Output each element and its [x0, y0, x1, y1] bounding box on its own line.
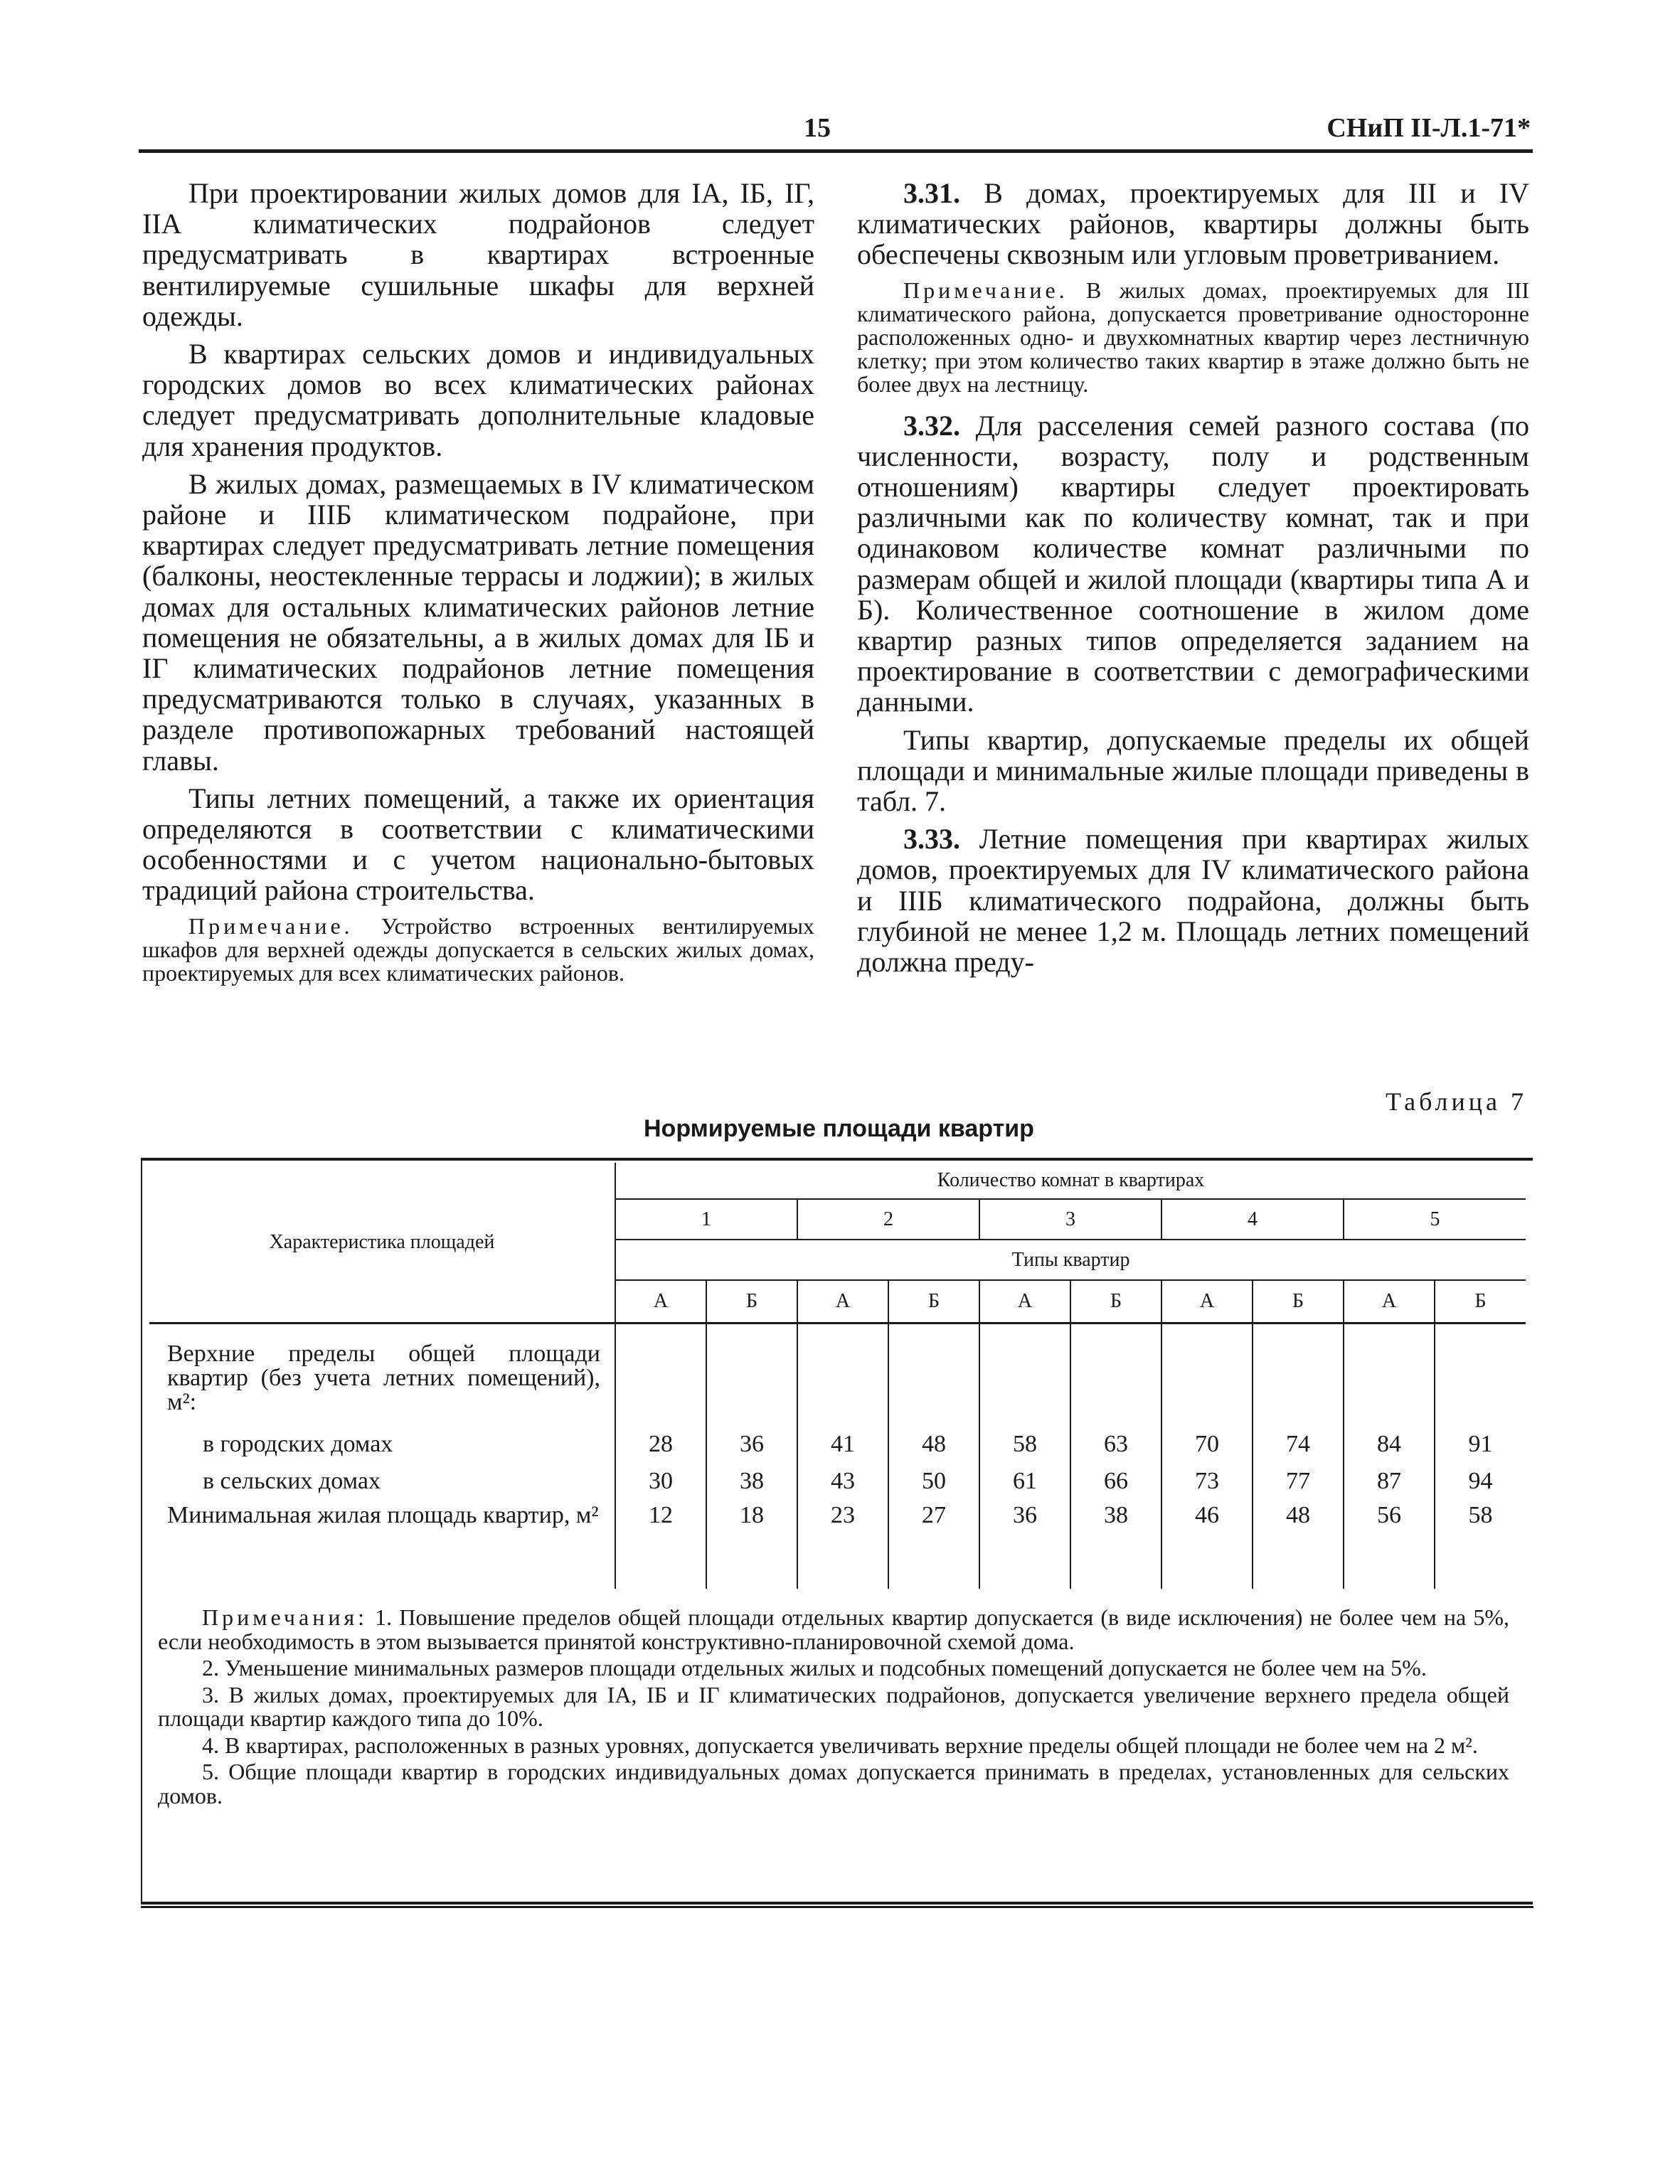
table-cell: 58	[1435, 1503, 1526, 1589]
table-cell: 70	[1161, 1432, 1253, 1469]
header-characteristic: Характеристика площадей	[149, 1163, 615, 1323]
table-cell: 63	[1070, 1432, 1161, 1469]
table-cell: 66	[1070, 1469, 1161, 1503]
room-count: 4	[1161, 1199, 1344, 1240]
section-number: 3.33.	[903, 823, 960, 856]
table-cell: 36	[979, 1503, 1070, 1589]
table-row	[149, 1432, 1526, 1469]
table-row	[149, 1503, 1526, 1589]
right-column	[857, 178, 1529, 984]
section-3-31	[857, 178, 1529, 270]
paragraph: При проектировании жилых домов для IA, IБ, IГ, IIА климатических подрайонов следует предусматривать в квартирах встроенные вентилируемые сушильные шкафы для верхней одежды.	[142, 177, 814, 332]
table-cell: 48	[1253, 1503, 1344, 1589]
type-cell: А	[615, 1280, 706, 1323]
section-number: 3.32.	[903, 409, 960, 442]
table-cell: 73	[1161, 1469, 1253, 1503]
note-text: Устройство встроенных вентилируемых шкафов для верхней одежды допускается в сельских жилых домах, проектируемых для всех климатических районов.	[142, 912, 815, 986]
type-cell: А	[797, 1280, 888, 1323]
note-item	[158, 1606, 1509, 1653]
table-cell: 56	[1344, 1503, 1435, 1589]
note-text: 1. Повышение пределов общей площади отдельных квартир допускается (в виде исключения) не более чем на 5%, если необходимость в этом вызывается принятой конструктивно-планировочной схемой дома.	[158, 1604, 1510, 1654]
note-label: Примечание.	[903, 277, 1068, 303]
type-cell: А	[1161, 1280, 1253, 1323]
room-count: 3	[979, 1199, 1161, 1240]
row-label: в сельских домах	[149, 1469, 615, 1503]
table-cell: 84	[1344, 1432, 1435, 1469]
table-row	[149, 1469, 1526, 1503]
bottom-rule	[141, 1906, 1533, 1908]
table-cell: 58	[979, 1432, 1070, 1469]
table-cell: 77	[1253, 1469, 1344, 1503]
table-cell: 23	[797, 1503, 888, 1589]
table-cell: 38	[706, 1469, 797, 1503]
table-cell: 48	[888, 1432, 979, 1469]
type-cell: Б	[888, 1280, 979, 1323]
row-group-label: Верхние пределы общей площади квартир (без учета летних помещений), м²:	[149, 1323, 615, 1433]
left-column	[142, 178, 814, 999]
paragraph: В жилых домах, размещаемых в IV климатическом районе и IIIБ климатическом подрайоне, при квартирах следует предусматривать летние помещения (балконы, неостекленные террасы и лоджии); в жилых домах для остальных климатических районов летние помещения не обязательны, а в жилых домах для IБ и IГ климатических подрайонов летние помещения предусматриваются только в случаях, указанных в разделе противопожарных требований настоящей главы.	[142, 467, 814, 777]
table-cell: 46	[1161, 1503, 1253, 1589]
table-cell: 50	[888, 1469, 979, 1503]
room-count: 5	[1344, 1199, 1526, 1240]
note-item: 5. Общие площади квартир в городских индивидуальных домах допускается принимать в пределах, установленных для сельских домов.	[158, 1759, 1509, 1809]
paragraph: В квартирах сельских домов и индивидуальных городских домов во всех климатических районах следует предусматривать дополнительные кладовые для хранения продуктов.	[142, 338, 814, 462]
table-cell: 94	[1435, 1469, 1526, 1503]
table-cell: 36	[706, 1432, 797, 1469]
note	[142, 912, 815, 986]
table-label: Таблица 7	[1386, 1087, 1527, 1116]
areas-table	[149, 1163, 1526, 1589]
paragraph: Типы квартир, допускаемые пределы их общей площади и минимальные жилые площади приведены в табл. 7.	[857, 723, 1529, 818]
room-count: 1	[615, 1199, 797, 1240]
table-cell: 28	[615, 1432, 706, 1469]
paragraph: Типы летних помещений, а также их ориентация определяются в соответствии с климатическими особенностями и с учетом национально-бытовых традиций района строительства.	[142, 782, 814, 907]
section-text: Летние помещения при квартирах жилых домов, проектируемых для IV климатического района и IIIБ климатического подрайона, должны быть глубиной не менее 1,2 м. Площадь летних помещений должна преду-	[857, 823, 1529, 979]
row-label: в городских домах	[149, 1432, 615, 1469]
note-item: 4. В квартирах, расположенных в разных уровнях, допускается увеличивать верхние пределы общей площади не более чем на 2 м².	[202, 1732, 1478, 1758]
table-cell: 74	[1253, 1432, 1344, 1469]
table-row	[149, 1323, 1526, 1433]
note-item: 2. Уменьшение минимальных размеров площади отдельных жилых и подсобных помещений допускается не более чем на 5%.	[202, 1655, 1427, 1680]
table-cell: 41	[797, 1432, 888, 1469]
section-number: 3.31.	[903, 177, 960, 209]
page-number: 15	[804, 113, 831, 143]
header-types: Типы квартир	[615, 1240, 1526, 1280]
note-label: Примечание.	[188, 912, 353, 939]
table-cell: 87	[1344, 1469, 1435, 1503]
type-cell: Б	[706, 1280, 797, 1323]
type-cell: А	[979, 1280, 1070, 1323]
type-cell: Б	[1070, 1280, 1161, 1323]
table-cell: 12	[615, 1503, 706, 1589]
table-cell: 91	[1435, 1432, 1526, 1469]
type-cell: Б	[1435, 1280, 1526, 1323]
table-cell: 38	[1070, 1503, 1161, 1589]
table-notes	[158, 1606, 1509, 1811]
section-text: Для расселения семей разного состава (по численности, возрасту, полу и родственным отношениям) квартиры следует проектировать различными как по количеству комнат, так и при одинаковом количестве комнат различными по размерам общей и жилой площади (квартиры типа А и Б). Количественное соотношение в жилом доме квартир разных типов определяется заданием на проектирование в соответствии с демографическими данными.	[857, 409, 1529, 718]
table-title: Нормируемые площади квартир	[644, 1115, 1034, 1142]
note-item: 3. В жилых домах, проектируемых для IA, IБ и IГ климатических подрайонов, допускается увеличение верхнего предела общей площади квартир каждого типа до 10%.	[158, 1681, 1509, 1731]
type-cell: Б	[1253, 1280, 1344, 1323]
section-3-33	[857, 824, 1529, 977]
note-text: В жилых домах, проектируемых для III климатического района, допускается проветривание односторонне расположенных одно- и двухкомнатных квартир через лестничную клетку; при этом количество таких квартир в этаже должно быть не более двух на лестницу.	[857, 277, 1530, 397]
document-code: СНиП II-Л.1-71*	[1327, 113, 1531, 143]
section-text: В домах, проектируемых для III и IV климатических районов, квартиры должны быть обеспечены сквозным или угловым проветриванием.	[857, 177, 1529, 271]
table-cell: 43	[797, 1469, 888, 1503]
section-3-32	[857, 410, 1529, 718]
table-cell: 27	[888, 1503, 979, 1589]
type-cell: А	[1344, 1280, 1435, 1323]
table-cell: 61	[979, 1469, 1070, 1503]
notes-label: Примечания:	[202, 1604, 368, 1630]
row-label: Минимальная жилая площадь квартир, м²	[149, 1503, 615, 1589]
header-rule	[139, 149, 1533, 153]
header-rooms: Количество комнат в квартирах	[615, 1163, 1526, 1199]
table-cell: 30	[615, 1469, 706, 1503]
note	[857, 279, 1529, 396]
table-cell: 18	[706, 1503, 797, 1589]
room-count: 2	[797, 1199, 979, 1240]
